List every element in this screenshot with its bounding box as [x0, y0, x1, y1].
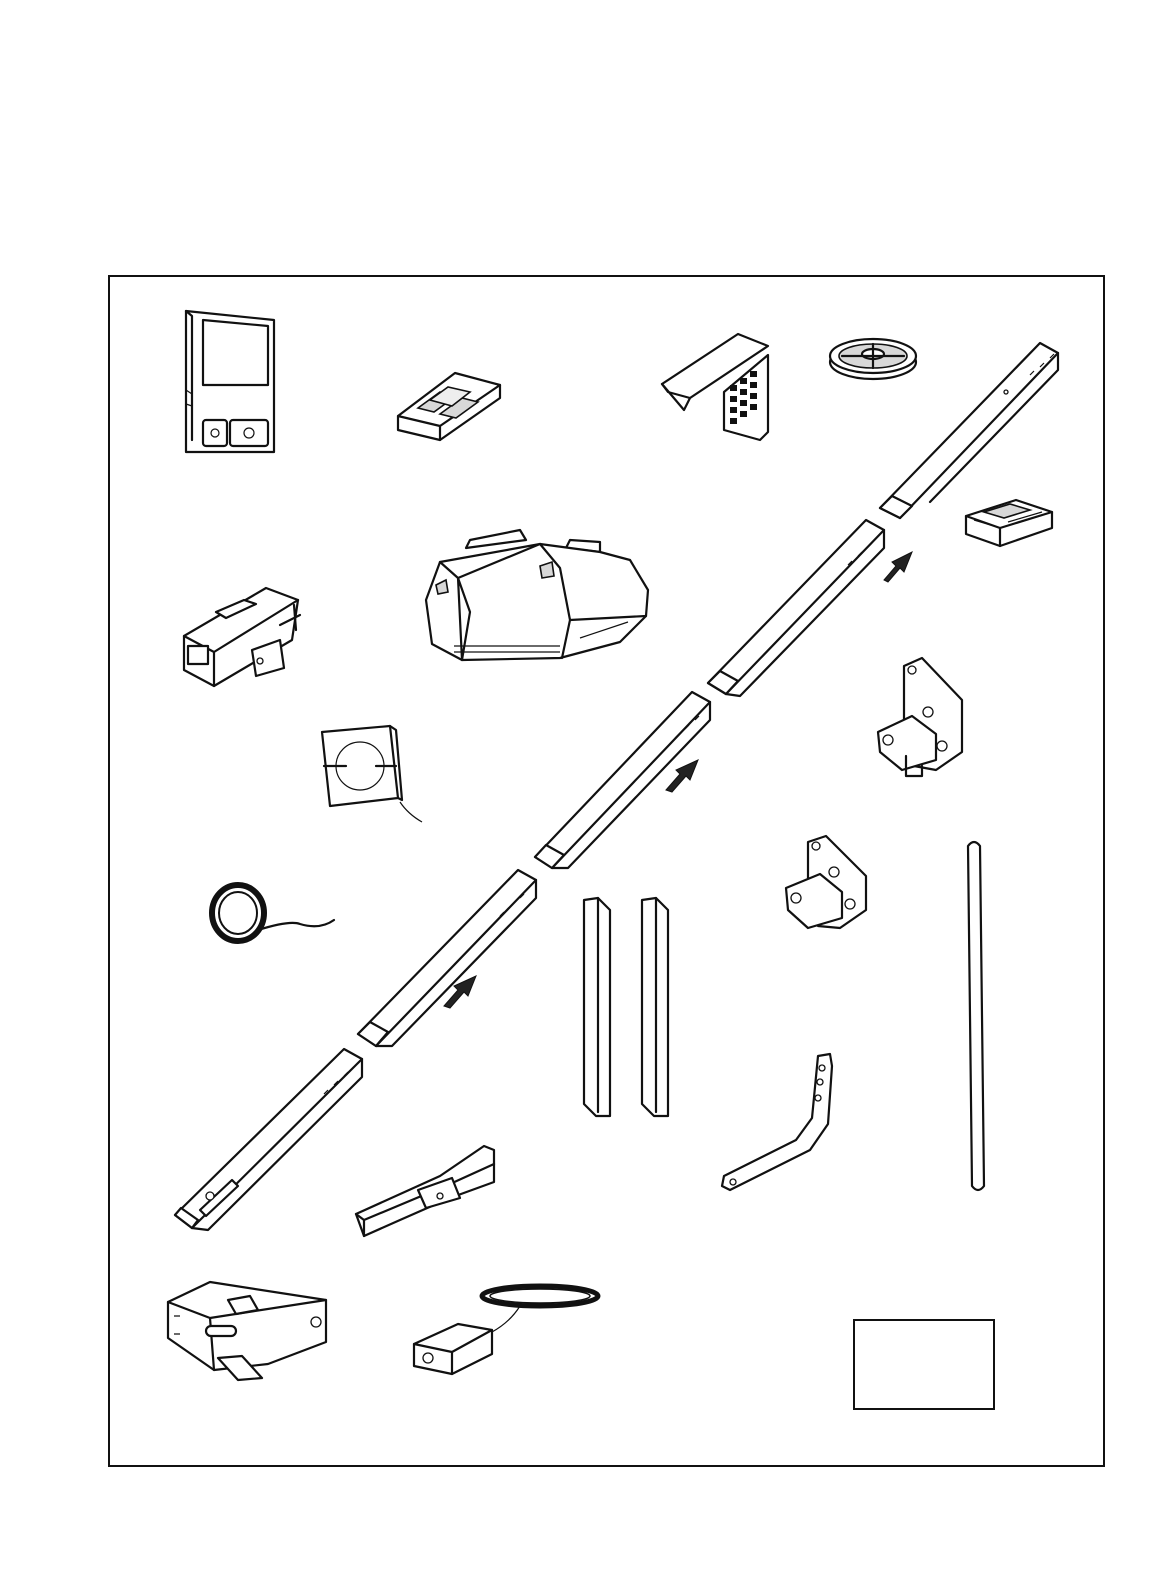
opener-motor-unit-icon	[426, 530, 648, 660]
safety-sensor-icon	[966, 500, 1052, 546]
rail-section-icon	[358, 870, 536, 1046]
arrow-icon	[666, 760, 698, 792]
hardware-box-icon	[854, 1320, 994, 1409]
light-lens-icon	[322, 726, 422, 822]
rail-section-icon	[535, 692, 710, 868]
arrow-icon	[444, 976, 476, 1008]
rail-section-icon	[708, 520, 884, 696]
door-bracket-icon	[786, 836, 866, 928]
curved-door-arm-icon	[722, 1054, 832, 1190]
arrow-icon	[884, 552, 912, 582]
trolley-icon	[184, 588, 300, 686]
wireless-keypad-icon	[662, 334, 768, 440]
sensor-wire-icon	[414, 1286, 598, 1374]
hanging-bracket-icon	[584, 898, 610, 1116]
hanging-brackets	[584, 898, 668, 1116]
door-bracket-icon	[878, 658, 962, 776]
header-bracket-icon	[356, 1146, 494, 1236]
idler-pulley-icon	[830, 339, 916, 379]
rail-sections	[175, 343, 1058, 1230]
door-bracket-icon	[168, 1282, 326, 1380]
bell-wire-coil-icon	[212, 885, 334, 941]
wall-door-control-icon	[186, 311, 274, 452]
straight-door-arm-icon	[968, 842, 984, 1190]
rail-section-icon	[175, 1049, 362, 1230]
hanging-bracket-icon	[642, 898, 668, 1116]
remote-control-icon	[398, 373, 500, 440]
